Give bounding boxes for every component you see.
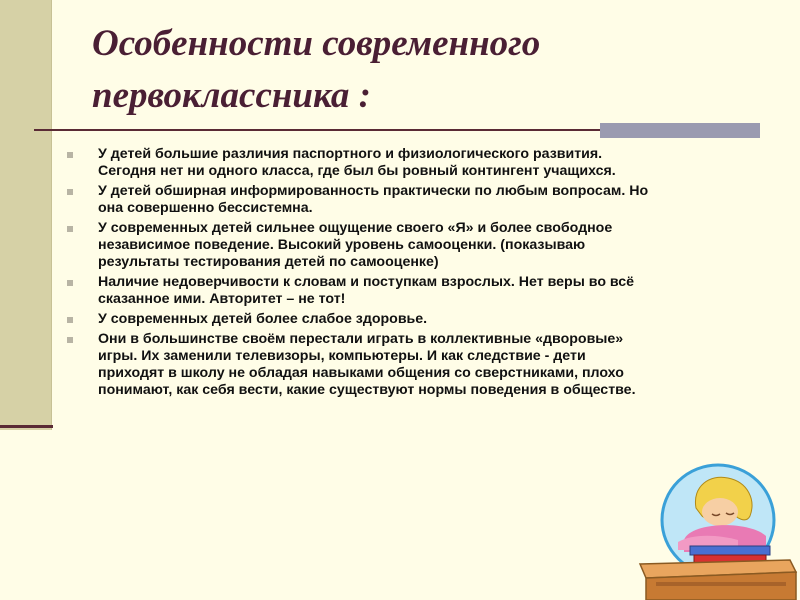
list-item-text: она совершенно бессистемна. [98,200,313,216]
square-bullet-icon [67,152,73,158]
list-item-text: Они в большинстве своём перестали играть в коллективные «дворовые» [98,331,624,347]
list-item [64,331,776,399]
list-item-text: игры. Их заменили телевизоры, компьютеры. И как следствие - дети [98,348,586,364]
square-bullet-icon [67,280,73,286]
list-item [64,146,776,180]
list-item-text: У современных детей более слабое здоровье. [98,311,428,327]
list-item-text: независимое поведение. Высокий уровень самооценки. (показываю [98,237,586,253]
left-band-line [0,425,53,428]
square-bullet-icon [67,317,73,323]
list-item-text: приходят в школу не обладая навыками общения со сверстниками, плохо [98,365,624,381]
title-line: Особенности современного [92,23,541,64]
bullet-list [64,146,776,402]
square-bullet-icon [67,189,73,195]
slide-title [92,18,732,122]
girl-sleeping-on-books-icon [620,460,800,600]
list-item-text: сказанное ими. Авторитет – не тот! [98,291,346,307]
list-item [64,311,776,328]
left-decorative-band [0,0,52,430]
square-bullet-icon [67,337,73,343]
square-bullet-icon [67,226,73,232]
list-item-text: У современных детей сильнее ощущение своего «Я» и более свободное [98,220,613,236]
title-line: первоклассника : [92,75,371,116]
list-item [64,220,776,271]
list-item [64,183,776,217]
divider-accent-block [600,123,760,138]
list-item [64,274,776,308]
list-item-text: результаты тестирования детей по самооценке) [98,254,439,270]
list-item-text: Сегодня нет ни одного класса, где был бы ровный контингент учащихся. [98,163,616,179]
list-item-text: У детей обширная информированность практически по любым вопросам. Но [98,183,649,199]
list-item-text: У детей большие различия паспортного и физиологического развития. [98,146,603,162]
list-item-text: Наличие недоверчивости к словам и поступкам взрослых. Нет веры во всё [98,274,635,290]
list-item-text: понимают, как себя вести, какие существуют нормы поведения в обществе. [98,382,636,398]
